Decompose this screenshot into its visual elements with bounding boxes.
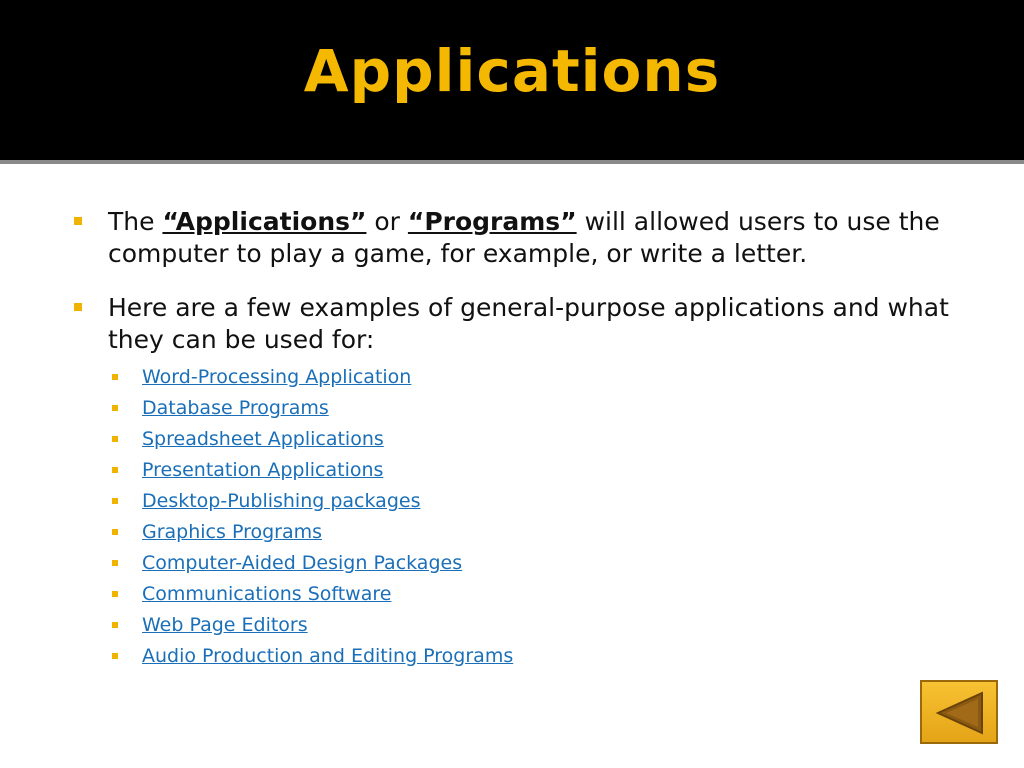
link-computer-aided-design[interactable]: Computer-Aided Design Packages <box>142 552 463 574</box>
sub-bullet-marker <box>112 653 118 659</box>
list-item <box>108 455 974 486</box>
link-database-programs[interactable]: Database Programs <box>142 397 329 419</box>
bullet-1-joiner: or <box>366 207 408 236</box>
list-item <box>108 548 974 579</box>
bullet-item-1 <box>74 206 974 270</box>
sub-bullet-marker <box>112 591 118 597</box>
bullet-marker <box>74 217 82 225</box>
sub-bullet-marker <box>112 560 118 566</box>
bullet-item-2 <box>74 292 974 672</box>
content-area <box>0 164 1024 768</box>
link-audio-production[interactable]: Audio Production and Editing Programs <box>142 645 514 667</box>
list-item <box>108 362 974 393</box>
application-links-list <box>108 362 974 672</box>
bullet-list <box>74 206 974 694</box>
back-arrow-icon <box>932 689 988 737</box>
sub-bullet-marker <box>112 374 118 380</box>
bullet-1-suffix: will allowed users to use the computer to play a game, for example, or write a letter. <box>108 207 940 268</box>
sub-bullet-marker <box>112 529 118 535</box>
list-item <box>108 486 974 517</box>
link-word-processing[interactable]: Word-Processing Application <box>142 366 412 388</box>
link-communications-software[interactable]: Communications Software <box>142 583 392 605</box>
sub-bullet-marker <box>112 467 118 473</box>
list-item <box>108 517 974 548</box>
link-presentation-applications[interactable]: Presentation Applications <box>142 459 384 481</box>
sub-bullet-marker <box>112 498 118 504</box>
list-item <box>108 579 974 610</box>
title-band <box>0 0 1024 160</box>
slide-title: Applications <box>303 37 721 105</box>
list-item <box>108 393 974 424</box>
list-item <box>108 641 974 672</box>
list-item <box>108 424 974 455</box>
bullet-2-text: Here are a few examples of general-purpose applications and what they can be used for: <box>108 293 949 354</box>
link-desktop-publishing[interactable]: Desktop-Publishing packages <box>142 490 421 512</box>
sub-bullet-marker <box>112 436 118 442</box>
back-button[interactable] <box>920 680 998 744</box>
term-applications: “Applications” <box>162 207 367 236</box>
sub-bullet-marker <box>112 405 118 411</box>
list-item <box>108 610 974 641</box>
link-web-page-editors[interactable]: Web Page Editors <box>142 614 308 636</box>
link-spreadsheet-applications[interactable]: Spreadsheet Applications <box>142 428 384 450</box>
link-graphics-programs[interactable]: Graphics Programs <box>142 521 323 543</box>
bullet-1-prefix: The <box>108 207 163 236</box>
term-programs: “Programs” <box>407 207 577 236</box>
bullet-marker <box>74 303 82 311</box>
sub-bullet-marker <box>112 622 118 628</box>
